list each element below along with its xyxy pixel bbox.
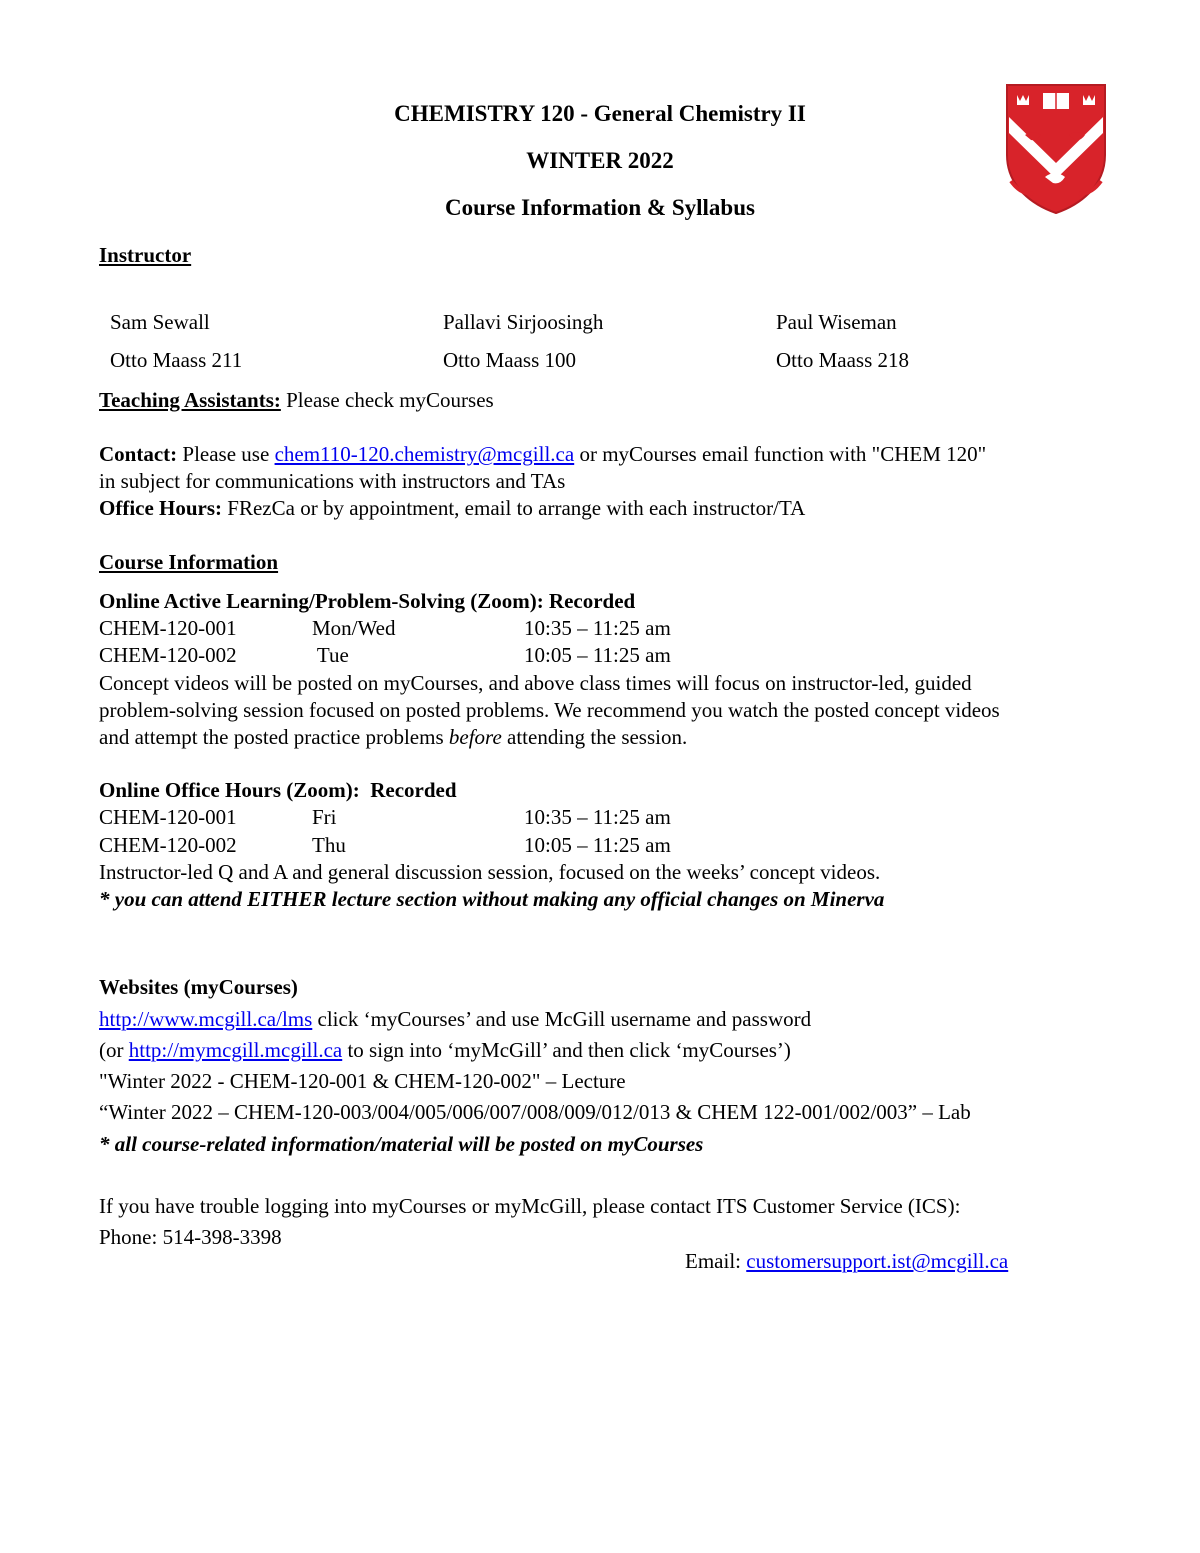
- support-line: If you have trouble logging into myCourses or myMcGill, please contact ITS Customer Service (ICS):: [99, 1194, 961, 1218]
- active-days-2: Tue: [312, 643, 349, 667]
- active-time-1: 10:35 – 11:25 am: [524, 616, 671, 640]
- instructor-name-2: Pallavi Sirjoosingh: [443, 310, 604, 334]
- active-paragraph-1: Concept videos will be posted on myCourses, and above class times will focus on instructor-led, guided: [99, 671, 972, 695]
- oh-days-2: Thu: [312, 833, 346, 857]
- either-section-note: * you can attend EITHER lecture section without making any official changes on Minerva: [99, 887, 885, 911]
- active-paragraph-3: [99, 725, 687, 749]
- contact-post: or myCourses email function with "CHEM 120": [574, 442, 987, 466]
- mycourses-note: * all course-related information/material will be posted on myCourses: [99, 1132, 704, 1156]
- websites-line-2: [99, 1038, 791, 1062]
- support-email-label: Email:: [685, 1249, 747, 1274]
- contact-pre: Please use: [177, 442, 275, 466]
- office-hours-zoom-heading: Online Office Hours (Zoom): Recorded: [99, 778, 457, 802]
- websites-line-2-text: to sign into ‘myMcGill’ and then click ‘myCourses’): [342, 1038, 791, 1062]
- oh-time-1: 10:35 – 11:25 am: [524, 805, 671, 829]
- instructor-office-1: Otto Maass 211: [110, 348, 243, 372]
- websites-line-1-text: click ‘myCourses’ and use McGill username and password: [312, 1007, 812, 1031]
- instructor-office-2: Otto Maass 100: [443, 348, 576, 372]
- contact-label: Contact:: [99, 442, 178, 466]
- document-title: Course Information & Syllabus: [445, 195, 755, 220]
- oh-paragraph: Instructor-led Q and A and general discussion session, focused on the weeks’ concept videos.: [99, 860, 881, 884]
- active-paragraph-2: problem-solving session focused on posted problems. We recommend you watch the posted concept videos: [99, 698, 1000, 722]
- oh-section-1: CHEM-120-001: [99, 805, 237, 829]
- support-phone: Phone: 514-398-3398: [99, 1225, 282, 1249]
- course-title: CHEMISTRY 120 - General Chemistry II: [394, 101, 806, 126]
- active-time-2: 10:05 – 11:25 am: [524, 643, 671, 667]
- office-hours-line: [99, 496, 805, 520]
- active-paragraph-3-pre: and attempt the posted practice problems: [99, 725, 449, 749]
- lms-link[interactable]: http://www.mcgill.ca/lms: [99, 1007, 313, 1031]
- office-hours-text: FRezCa or by appointment, email to arrange with each instructor/TA: [222, 496, 806, 520]
- course-info-heading: Course Information: [99, 550, 279, 574]
- instructor-office-3: Otto Maass 218: [776, 348, 909, 372]
- active-section-1: CHEM-120-001: [99, 616, 237, 640]
- active-learning-heading: Online Active Learning/Problem-Solving (Zoom): Recorded: [99, 589, 636, 613]
- websites-heading: Websites (myCourses): [99, 975, 298, 999]
- contact-email-link[interactable]: chem110-120.chemistry@mcgill.ca: [274, 442, 575, 466]
- websites-line-2-pre: (or: [99, 1038, 129, 1062]
- active-paragraph-3-emphasis: before: [448, 725, 502, 749]
- support-email-line: [664, 1225, 1008, 1297]
- active-paragraph-3-post: attending the session.: [501, 725, 688, 749]
- contact-line: [99, 442, 986, 466]
- oh-time-2: 10:05 – 11:25 am: [524, 833, 671, 857]
- lecture-course-name: "Winter 2022 - CHEM-120-001 & CHEM-120-002" – Lecture: [99, 1069, 626, 1093]
- active-section-2: CHEM-120-002: [99, 643, 237, 667]
- lab-course-name: “Winter 2022 – CHEM-120-003/004/005/006/007/008/009/012/013 & CHEM 122-001/002/003” – Lab: [99, 1100, 971, 1124]
- websites-line-1: [99, 1007, 811, 1031]
- contact-line-2: in subject for communications with instructors and TAs: [99, 469, 566, 493]
- support-email-link[interactable]: customersupport.ist@mcgill.ca: [746, 1249, 1009, 1274]
- teaching-assistants-label: Teaching Assistants:: [99, 388, 281, 412]
- instructor-name-3: Paul Wiseman: [776, 310, 897, 334]
- oh-days-1: Fri: [312, 805, 337, 829]
- office-hours-label: Office Hours:: [99, 496, 223, 520]
- mymcgill-link[interactable]: http://mymcgill.mcgill.ca: [128, 1038, 343, 1062]
- term-title: WINTER 2022: [526, 148, 674, 173]
- oh-section-2: CHEM-120-002: [99, 833, 237, 857]
- teaching-assistants-line: [99, 388, 494, 412]
- instructor-name-1: Sam Sewall: [110, 310, 210, 334]
- active-days-1: Mon/Wed: [312, 616, 396, 640]
- instructor-heading: Instructor: [99, 243, 192, 267]
- teaching-assistants-text: Please check myCourses: [280, 388, 494, 412]
